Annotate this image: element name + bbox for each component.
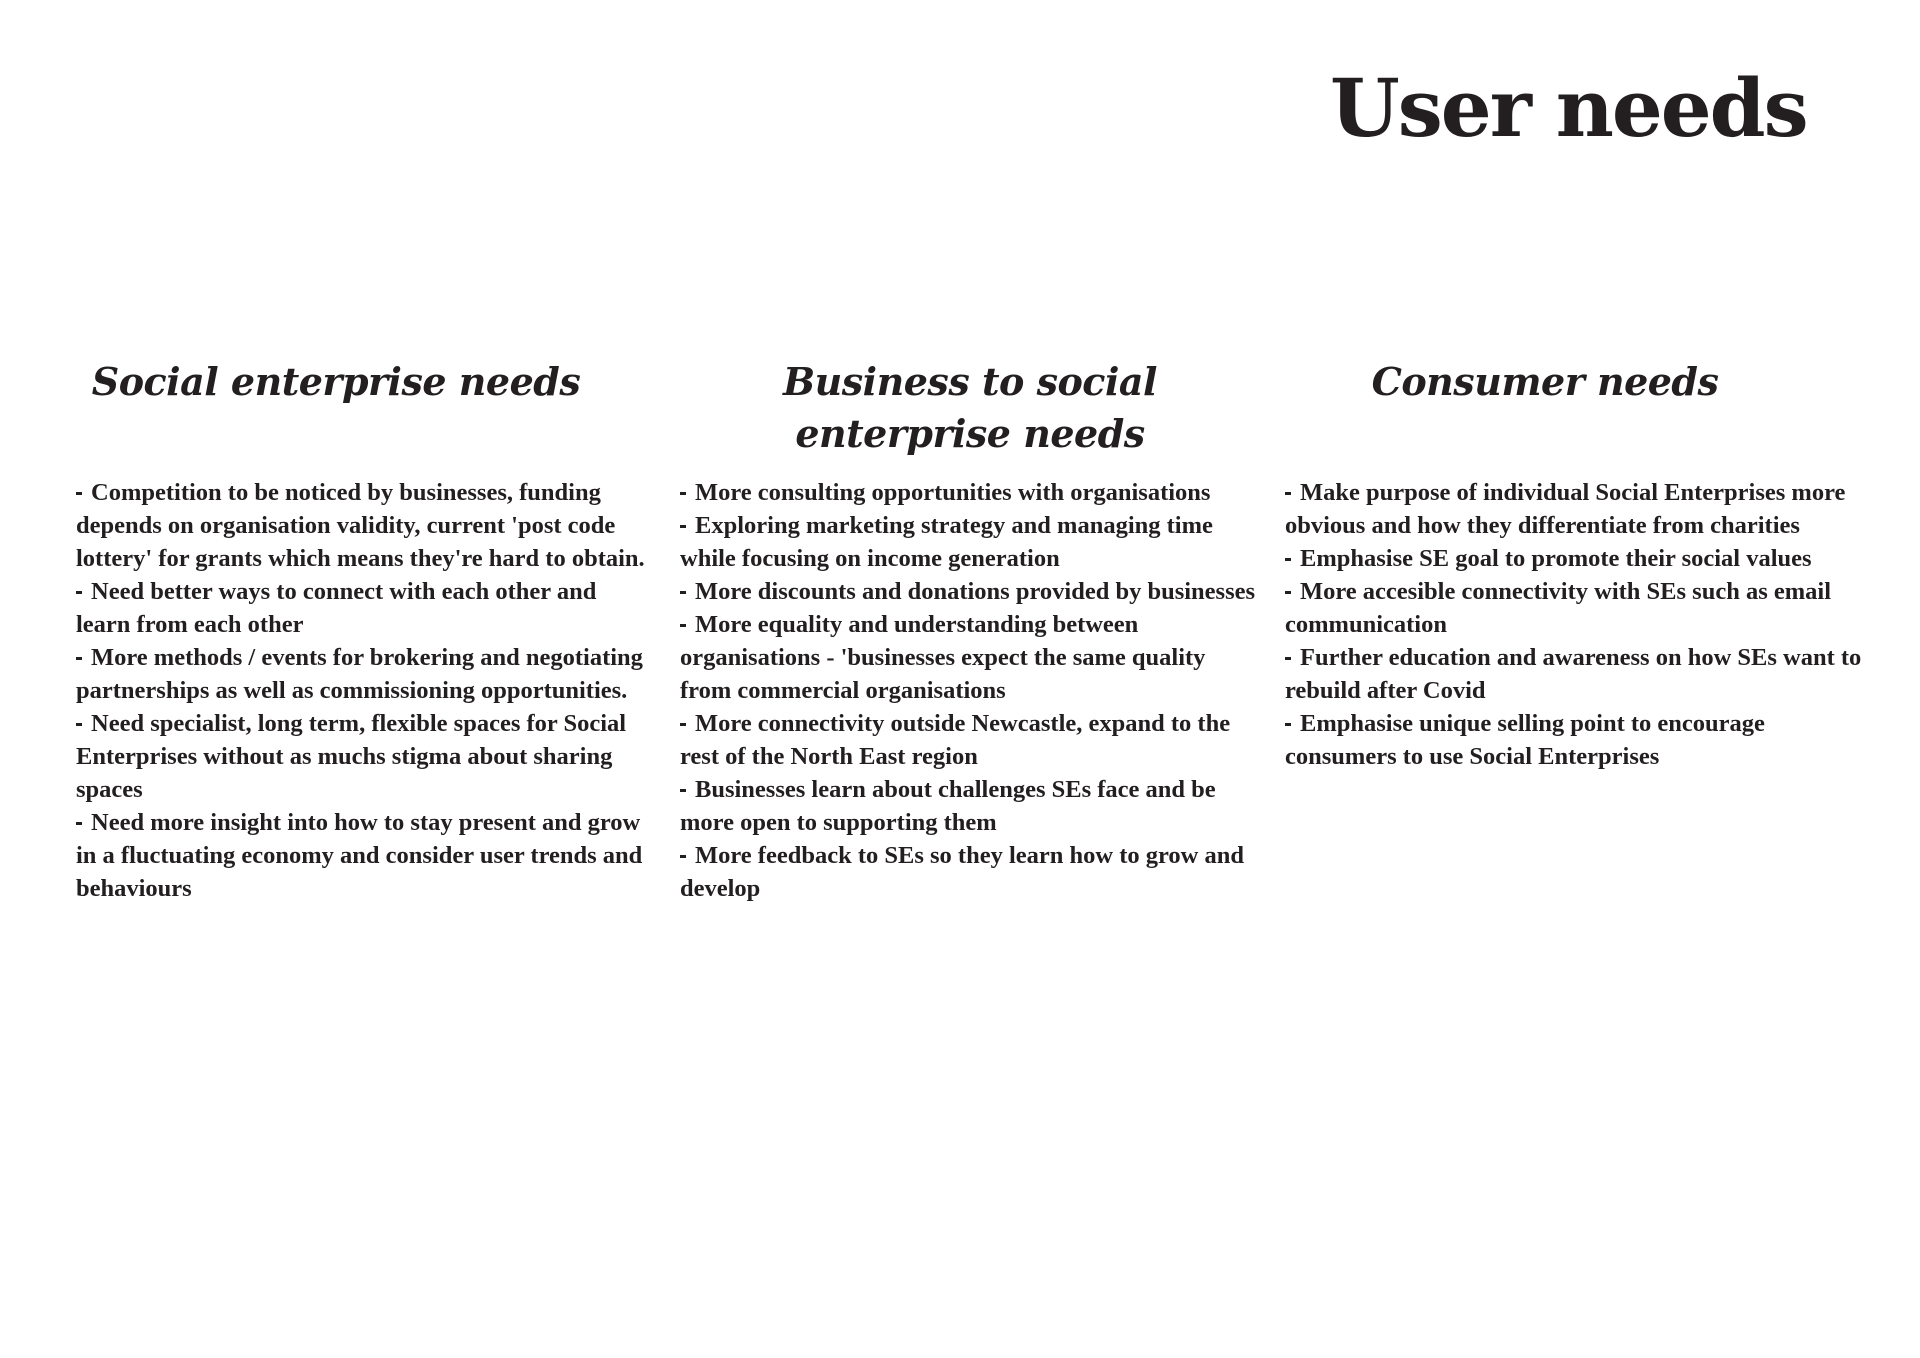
- social-enterprise-needs-column: [76, 356, 656, 905]
- column-heading: Business to social enterprise needs: [783, 359, 1157, 456]
- list-item-text: Need better ways to connect with each other and learn from each other: [76, 578, 597, 638]
- column-heading: Social enterprise needs: [91, 359, 581, 404]
- business-to-social-enterprise-needs-column: [680, 356, 1260, 905]
- bullet-dash-icon: [680, 855, 686, 858]
- needs-list: [76, 476, 656, 905]
- list-item-text: More methods / events for brokering and negotiating partnerships as well as commissioning opportunities.: [76, 644, 643, 704]
- bullet-dash-icon: [1285, 723, 1291, 726]
- list-item-text: Businesses learn about challenges SEs face and be more open to supporting them: [680, 776, 1216, 836]
- list-item: [680, 575, 1260, 608]
- list-item: [76, 476, 656, 575]
- list-item-text: More discounts and donations provided by businesses: [695, 578, 1256, 605]
- list-item-text: Emphasise unique selling point to encourage consumers to use Social Enterprises: [1285, 710, 1765, 770]
- list-item: [680, 509, 1260, 575]
- bullet-dash-icon: [76, 591, 82, 594]
- list-item: [680, 707, 1260, 773]
- bullet-dash-icon: [680, 789, 686, 792]
- bullet-dash-icon: [680, 723, 686, 726]
- list-item: [1285, 575, 1865, 641]
- list-item: [680, 608, 1260, 707]
- list-item-text: More consulting opportunities with organisations: [695, 479, 1211, 506]
- bullet-dash-icon: [680, 591, 686, 594]
- list-item-text: Make purpose of individual Social Enterprises more obvious and how they differentiate from charities: [1285, 479, 1846, 539]
- page-title: User needs: [1330, 61, 1807, 155]
- list-item: [76, 575, 656, 641]
- list-item-text: More feedback to SEs so they learn how to grow and develop: [680, 842, 1244, 902]
- list-item: [1285, 542, 1865, 575]
- list-item-text: Exploring marketing strategy and managing time while focusing on income generation: [680, 512, 1213, 572]
- list-item: [1285, 476, 1865, 542]
- list-item: [680, 476, 1260, 509]
- list-item-text: Need specialist, long term, flexible spaces for Social Enterprises without as muchs stigma about sharing spaces: [76, 710, 627, 803]
- bullet-dash-icon: [1285, 492, 1291, 495]
- list-item-text: Further education and awareness on how SEs want to rebuild after Covid: [1285, 644, 1862, 704]
- list-item-text: More accesible connectivity with SEs such as email communication: [1285, 578, 1832, 638]
- bullet-dash-icon: [1285, 657, 1291, 660]
- column-heading: Consumer needs: [1371, 359, 1719, 404]
- needs-list: [680, 476, 1260, 905]
- list-item: [76, 641, 656, 707]
- bullet-dash-icon: [76, 657, 82, 660]
- list-item: [1285, 641, 1865, 707]
- bullet-dash-icon: [1285, 558, 1291, 561]
- bullet-dash-icon: [1285, 591, 1291, 594]
- needs-list: [1285, 476, 1865, 773]
- list-item: [680, 773, 1260, 839]
- list-item-text: Emphasise SE goal to promote their social values: [1300, 545, 1812, 572]
- bullet-dash-icon: [680, 624, 686, 627]
- list-item-text: Need more insight into how to stay present and grow in a fluctuating economy and consider user trends and behaviours: [76, 809, 643, 902]
- bullet-dash-icon: [76, 822, 82, 825]
- list-item: [1285, 707, 1865, 773]
- list-item: [76, 806, 656, 905]
- bullet-dash-icon: [76, 723, 82, 726]
- list-item-text: More connectivity outside Newcastle, expand to the rest of the North East region: [680, 710, 1231, 770]
- bullet-dash-icon: [680, 492, 686, 495]
- bullet-dash-icon: [76, 492, 82, 495]
- consumer-needs-column: [1285, 356, 1865, 773]
- list-item-text: Competition to be noticed by businesses, funding depends on organisation validity, current 'post code lottery' for grants which means they're hard to obtain.: [76, 479, 645, 572]
- bullet-dash-icon: [680, 525, 686, 528]
- list-item: [680, 839, 1260, 905]
- list-item-text: More equality and understanding between organisations - 'businesses expect the same quality from commercial organisations: [680, 611, 1206, 704]
- list-item: [76, 707, 656, 806]
